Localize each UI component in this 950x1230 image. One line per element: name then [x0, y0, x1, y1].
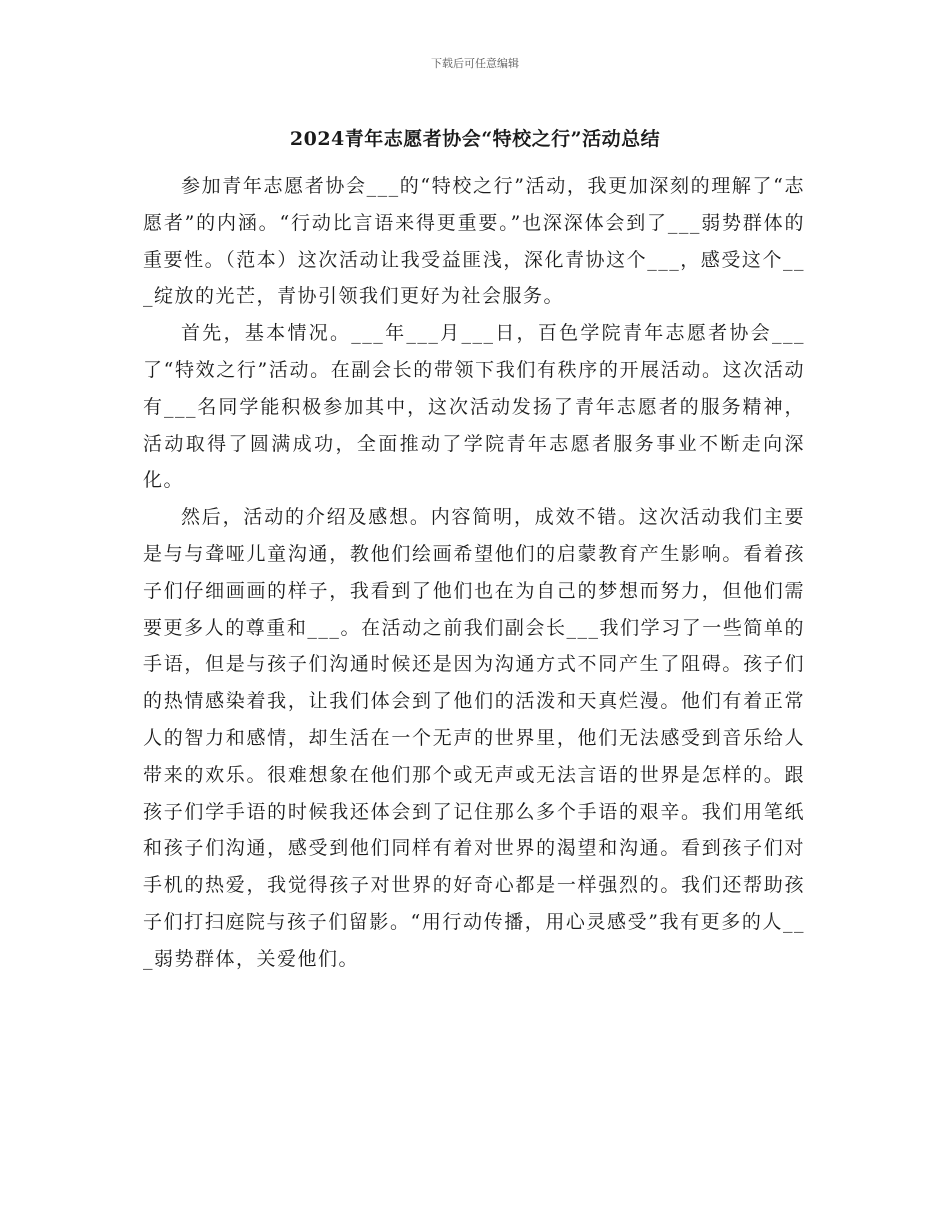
document-title: 2024青年志愿者协会“特校之行”活动总结 [289, 128, 661, 150]
paragraph-activity-reflection: 然后，活动的介绍及感想。内容简明，成效不错。这次活动我们主要是与与聋哑儿童沟通，教他们绘画希望他们的启蒙教育产生影响。看着孩子们仔细画画的样子，我看到了他们也在为自己的梦想而努力，但他们需要更多人的尊重和___。在活动之前我们副会长___我们学习了一些简单的手语，但是与孩子们沟通时候还是因为沟通方式不同产生了阻碍。孩子们的热情感染着我，让我们体会到了他们的活泼和天真烂漫。他们有着正常人的智力和感情，却生活在一个无声的世界里，他们无法感受到音乐给人带来的欢乐。很难想象在他们那个或无声或无法言语的世界是怎样的。跟孩子们学手语的时候我还体会到了记住那么多个手语的艰辛。我们用笔纸和孩子们沟通，感受到他们同样有着对世界的渴望和沟通。看到孩子们对手机的热爱，我觉得孩子对世界的好奇心都是一样强烈的。我们还帮助孩子们打扫庭院与孩子们留影。“用行动传播，用心灵感受”我有更多的人___弱势群体，关爱他们。 [143, 506, 805, 970]
paragraph-intro: 参加青年志愿者协会___的“特校之行”活动，我更加深刻的理解了“志愿者”的内涵。“行动比言语来得更重要。”也深深体会到了___弱势群体的重要性。（范本）这次活动让我受益匪浅，深化青协这个___，感受这个___绽放的光芒，青协引领我们更好为社会服务。 [143, 175, 805, 308]
document-body [143, 168, 805, 978]
paragraph-basic-info: 首先，基本情况。___年___月___日，百色学院青年志愿者协会___了“特效之行”活动。在副会长的带领下我们有秩序的开展活动。这次活动有___名同学能积极参加其中，这次活动发扬了青年志愿者的服务精神，活动取得了圆满成功，全面推动了学院青年志愿者服务事业不断走向深化。 [143, 322, 805, 492]
page-header-note: 下载后可任意编辑 [431, 57, 519, 70]
